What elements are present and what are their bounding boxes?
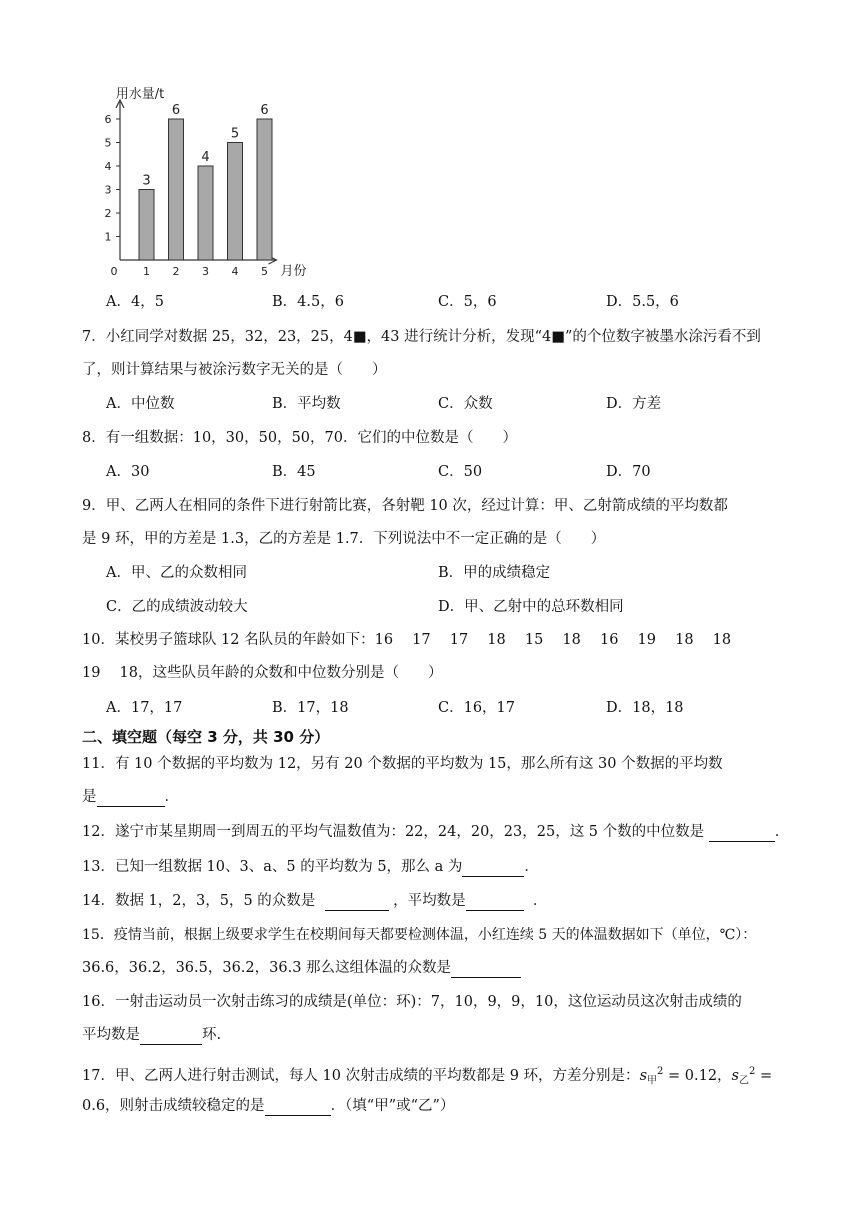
q10-option-c[interactable]: C．16，17 xyxy=(438,700,515,716)
q8-option-a[interactable]: A．30 xyxy=(106,464,150,480)
q8-stem: 8．有一组数据：10，30，50，50，70．它们的中位数是（ ） xyxy=(82,430,517,446)
q10-option-d[interactable]: D．18，18 xyxy=(606,700,684,716)
q11-stem-line2 xyxy=(82,787,179,807)
x-tick-label: 4 xyxy=(231,265,239,278)
q7-stem-line2: 了，则计算结果与被涂污数字无关的是（ ） xyxy=(82,362,387,378)
q11-text-after-blank: ． xyxy=(164,789,179,805)
q17-stem-line2 xyxy=(82,1096,454,1116)
origin-label: 0 xyxy=(110,265,118,278)
q16-text-after-blank: 环. xyxy=(202,1027,222,1043)
q7-option-b[interactable]: B．平均数 xyxy=(272,396,341,412)
y-tick-label: 6 xyxy=(104,113,112,126)
q9-option-a[interactable]: A．甲、乙的众数相同 xyxy=(106,565,247,581)
water-usage-bar-chart xyxy=(92,82,322,282)
q13-answer-blank[interactable] xyxy=(462,860,524,877)
q11-stem-line1: 11．有 10 个数据的平均数为 12，另有 20 个数据的平均数为 15，那么所有这 30 个数据的平均数 xyxy=(82,756,723,772)
q13-text-after-blank: ． xyxy=(524,859,539,875)
bar-data-label: 6 xyxy=(171,103,181,118)
q9-option-c[interactable]: C．乙的成绩波动较大 xyxy=(106,599,248,615)
y-axis-title: 用水量/t xyxy=(115,87,165,102)
bar-data-label: 3 xyxy=(142,173,151,189)
bar xyxy=(169,119,184,260)
bar xyxy=(198,166,213,260)
y-tick-label: 2 xyxy=(104,207,112,220)
q8-option-d[interactable]: D．70 xyxy=(606,464,651,480)
x-tick-label: 2 xyxy=(172,265,180,278)
q14-answer-blank-mean[interactable] xyxy=(466,894,524,911)
q17-s-jia: s xyxy=(639,1067,648,1084)
q16-stem-line2 xyxy=(82,1025,221,1045)
q12-text-after-blank: ． xyxy=(774,824,790,840)
x-tick-label: 3 xyxy=(202,265,209,278)
q8-option-c[interactable]: C．50 xyxy=(438,464,483,480)
q17-eq-jia: = 0.12， xyxy=(668,1067,732,1084)
x-axis-title: 月份 xyxy=(280,264,307,279)
q8-option-b[interactable]: B．45 xyxy=(272,464,316,480)
q14-answer-blank-mode[interactable] xyxy=(325,894,389,911)
y-tick-label: 4 xyxy=(104,160,112,173)
q15-answer-blank[interactable] xyxy=(451,961,521,978)
q6-option-d[interactable]: D．5.5，6 xyxy=(606,294,679,310)
bar xyxy=(228,143,243,261)
q11-text-before-blank: 是 xyxy=(82,789,97,805)
q14-text-between-blanks: ，平均数是 xyxy=(393,893,466,909)
q15-stem-line2 xyxy=(82,958,521,978)
q15-text-before-blank: 36.6，36.2，36.5，36.2，36.3 那么这组体温的众数是 xyxy=(82,960,452,976)
q17-s-yi: s xyxy=(731,1067,739,1084)
q17-stem-line1 xyxy=(82,1062,772,1092)
q10-stem-line1: 10．某校男子篮球队 12 名队员的年龄如下：16 17 17 18 15 18 16 19 18 18 xyxy=(82,632,732,648)
q17-sub-yi: 乙 xyxy=(739,1075,749,1087)
q10-stem-line2: 19 18，这些队员年龄的众数和中位数分别是（ ） xyxy=(82,665,443,681)
bar-data-label: 5 xyxy=(230,126,240,142)
q13-text-before-blank: 13．已知一组数据 10、3、a、5 的平均数为 5，那么 a 为 xyxy=(82,859,463,875)
q10-option-a[interactable]: A．17，17 xyxy=(106,700,183,716)
q15-stem-line1: 15．疫情当前，根据上级要求学生在校期间每天都要检测体温，小红连续 5 天的体温数据如下（单位，℃）： xyxy=(82,927,757,943)
q9-stem-line1: 9．甲、乙两人在相同的条件下进行射箭比赛，各射靶 10 次，经过计算：甲、乙射箭成绩的平均数都 xyxy=(82,498,728,514)
q14-stem xyxy=(82,891,547,911)
q17-sup-jia: 2 xyxy=(657,1066,664,1077)
q17-eq-yi: = xyxy=(759,1067,773,1084)
q17-answer-blank[interactable] xyxy=(265,1099,331,1116)
q7-option-c[interactable]: C．众数 xyxy=(438,396,493,412)
q6-option-a[interactable]: A．4，5 xyxy=(106,294,164,310)
q7-stem-line1: 7．小红同学对数据 25，32，23，25，4■，43 进行统计分析，发现“4■”的个位数字被墨水涂污看不到 xyxy=(82,329,761,345)
q9-option-d[interactable]: D．甲、乙射中的总环数相同 xyxy=(438,599,624,615)
q12-stem xyxy=(82,822,789,842)
q14-text-after-blank: ． xyxy=(532,893,548,909)
q16-answer-blank[interactable] xyxy=(140,1028,202,1045)
q16-text-before-blank: 平均数是 xyxy=(82,1027,140,1043)
q17-text-before-formula: 17．甲、乙两人进行射击测试，每人 10 次射击成绩的平均数都是 9 环，方差分别是： xyxy=(82,1067,640,1084)
q10-option-b[interactable]: B．17，18 xyxy=(272,700,349,716)
y-tick-label: 1 xyxy=(104,230,112,244)
q17-text-after-blank: ．（填“甲”或“乙”） xyxy=(330,1098,455,1114)
q7-option-a[interactable]: A．中位数 xyxy=(106,396,175,412)
q17-sup-yi: 2 xyxy=(749,1066,756,1077)
q6-option-b[interactable]: B．4.5，6 xyxy=(272,294,344,310)
q11-answer-blank[interactable] xyxy=(97,790,165,807)
q12-answer-blank[interactable] xyxy=(709,825,775,842)
bar-data-label: 4 xyxy=(201,150,210,165)
q13-stem xyxy=(82,857,539,877)
bar-data-label: 6 xyxy=(260,103,269,118)
q7-option-d[interactable]: D．方差 xyxy=(606,396,662,412)
y-tick-label: 5 xyxy=(104,136,112,150)
q16-stem-line1: 16．一射击运动员一次射击练习的成绩是(单位：环)：7，10，9，9，10，这位运动员这次射击成绩的 xyxy=(82,994,742,1010)
bar xyxy=(139,190,154,261)
q17-text-before-blank: 0.6，则射击成绩较稳定的是 xyxy=(82,1098,265,1114)
bar xyxy=(257,119,272,260)
x-tick-label: 1 xyxy=(143,265,150,278)
q9-option-b[interactable]: B．甲的成绩稳定 xyxy=(438,565,551,581)
q6-option-c[interactable]: C．5，6 xyxy=(438,294,497,310)
q9-stem-line2: 是 9 环，甲的方差是 1.3，乙的方差是 1.7．下列说法中不一定正确的是（ ） xyxy=(82,531,606,547)
y-tick-label: 3 xyxy=(104,183,112,197)
q17-sub-jia: 甲 xyxy=(647,1075,658,1087)
x-tick-label: 5 xyxy=(261,265,268,278)
section-heading-fill-in: 二、填空题（每空 3 分，共 30 分） xyxy=(82,728,330,746)
q14-text-before-blank1: 14．数据 1，2，3，5，5 的众数是 xyxy=(82,893,316,909)
q12-text-before-blank: 12．遂宁市某星期周一到周五的平均气温数值为：22，24，20，23，25，这 5 个数的中位数是 xyxy=(82,824,705,840)
